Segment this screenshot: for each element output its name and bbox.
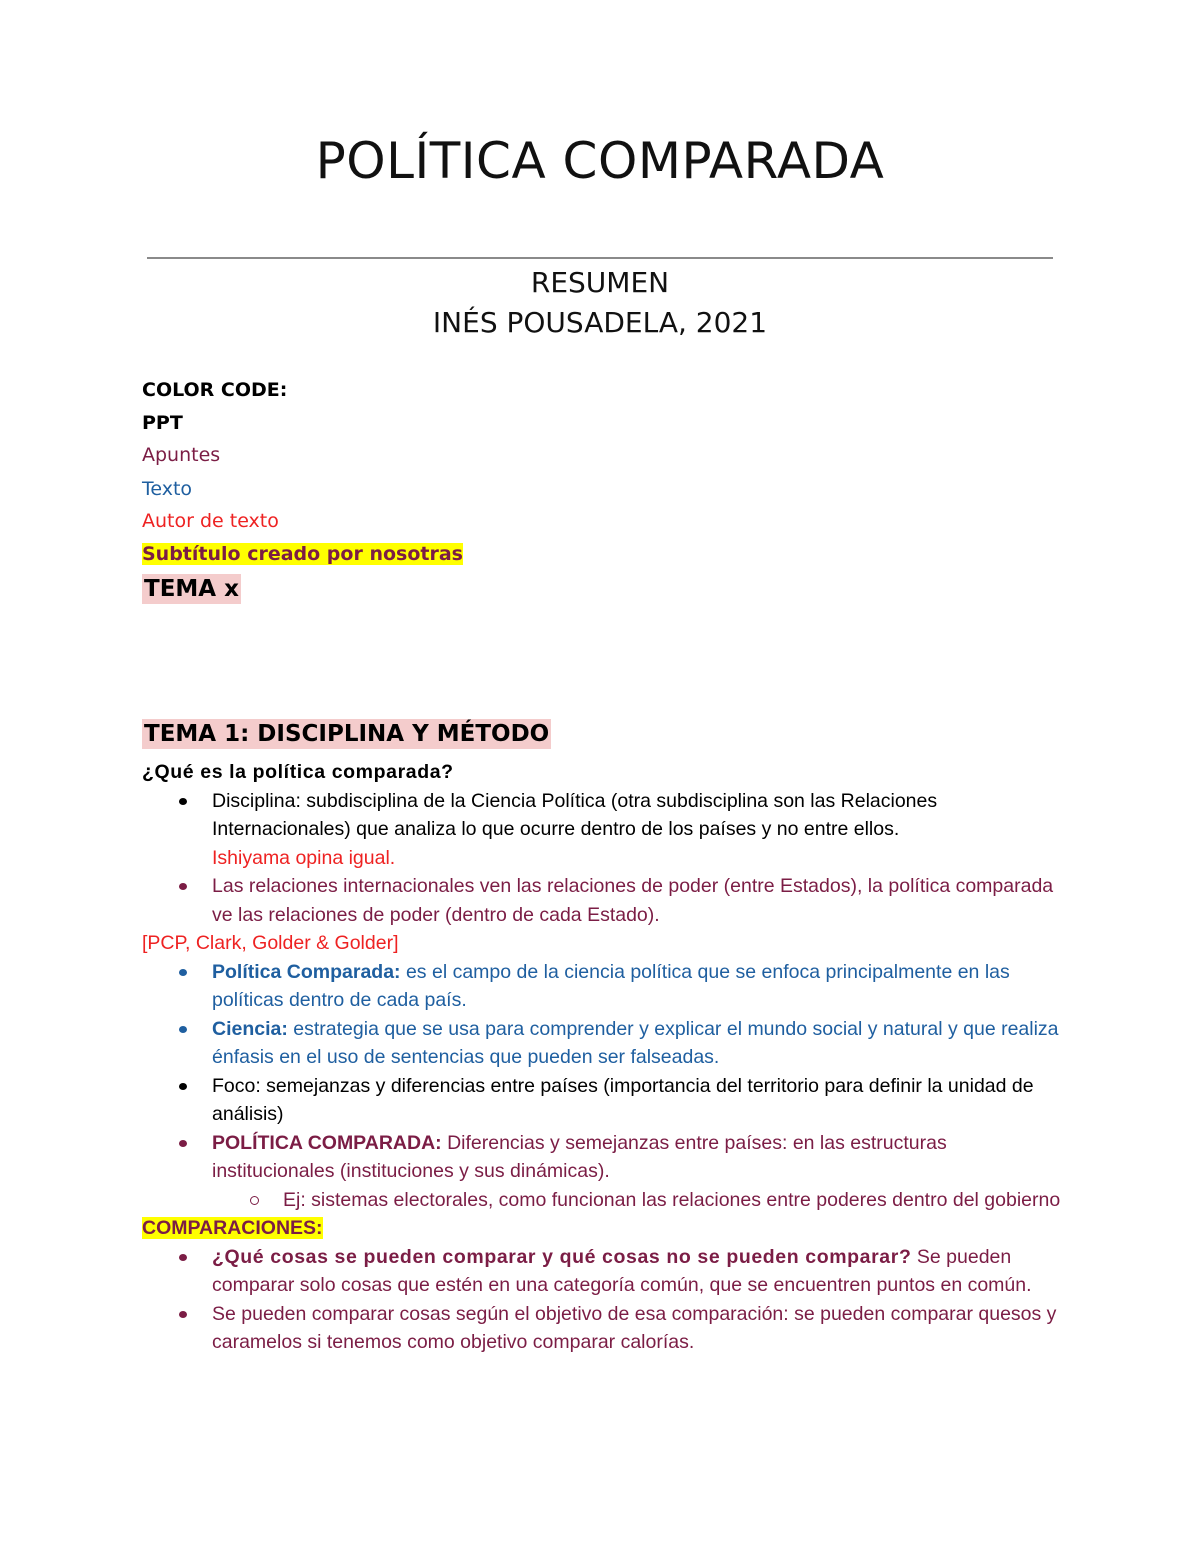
bullet-text: Se pueden comparar cosas según el objetivo de esa comparación: se pueden comparar quesos y caramelos si tenemos como objetivo comparar calorías.: [212, 1302, 1057, 1353]
subtitulo-highlight: Subtítulo creado por nosotras: [142, 543, 463, 565]
bullet-author-note: Ishiyama opina igual.: [212, 846, 396, 869]
tema1-question: ¿Qué es la política comparada?: [142, 761, 454, 783]
sub-bullet-text: Ej: sistemas electorales, como funcionan las relaciones entre poderes dentro del gobierno: [283, 1188, 1061, 1211]
bullet-ciencia: [142, 1015, 1062, 1072]
tema1-heading: TEMA 1: DISCIPLINA Y MÉTODO: [144, 721, 550, 747]
bullet-icon: [179, 1254, 187, 1261]
color-code-tema: TEMA x: [144, 576, 239, 602]
bullet-objetivo: [142, 1300, 1062, 1357]
bullet-politica-comparada: [142, 958, 1062, 1015]
bullet-icon: [179, 1311, 187, 1318]
bullet-icon: [179, 1083, 187, 1090]
subtitle-author: INÉS POUSADELA, 2021: [432, 306, 768, 339]
bullet-icon: [179, 798, 187, 805]
bullet-que-comparar: [142, 1243, 1062, 1300]
color-code-ppt: PPT: [142, 412, 183, 434]
bullet-term: POLÍTICA COMPARADA:: [212, 1131, 442, 1154]
bullet-text: estrategia que se usa para comprender y explicar el mundo social y natural y que realiza énfasis en el uso de sentencias que pueden ser falseadas.: [212, 1017, 1059, 1068]
comparaciones-highlight: COMPARACIONES:: [142, 1217, 323, 1239]
color-code-heading: COLOR CODE:: [142, 379, 288, 401]
bullet-term: Ciencia:: [212, 1017, 288, 1040]
tema1-content: [142, 758, 1062, 1357]
color-code-apuntes: Apuntes: [142, 444, 221, 466]
subtitle-resumen: RESUMEN: [530, 266, 670, 299]
bullet-politica-comparada-apuntes: [142, 1129, 1062, 1186]
bullet-disciplina: [142, 787, 1062, 873]
bullet-term: Política Comparada:: [212, 960, 401, 983]
bullet-icon: [179, 1140, 187, 1147]
sub-bullet-ejemplo: [142, 1186, 1062, 1215]
document-title: POLÍTICA COMPARADA: [315, 132, 885, 190]
color-code-subtitulo: [142, 542, 463, 566]
source-citation: [PCP, Clark, Golder & Golder]: [142, 932, 399, 954]
color-code-autor: Autor de texto: [142, 510, 279, 532]
bullet-text: Se pueden comparar solo cosas que estén en una categoría común, que se encuentren puntos en común.: [212, 1245, 1032, 1296]
bullet-icon: [179, 1026, 187, 1033]
bullet-text: es el campo de la ciencia política que se enfoca principalmente en las políticas dentro de cada país.: [212, 960, 1010, 1011]
bullet-text: Foco: semejanzas y diferencias entre países (importancia del territorio para definir la unidad de análisis): [212, 1074, 1034, 1125]
title-divider: [147, 257, 1053, 259]
hollow-bullet-icon: [250, 1196, 259, 1205]
bullet-text: Las relaciones internacionales ven las relaciones de poder (entre Estados), la política comparada ve las relaciones de poder (dentro de cada Estado).: [212, 875, 1054, 926]
bullet-icon: [179, 969, 187, 976]
comparaciones-heading: [142, 1214, 1062, 1243]
color-code-texto: Texto: [142, 478, 193, 500]
bullet-question: ¿Qué cosas se pueden comparar y qué cosas no se pueden comparar?: [212, 1245, 912, 1268]
bullet-relaciones: [142, 872, 1062, 929]
bullet-text: Diferencias y semejanzas entre países: en las estructuras institucionales (instituciones y sus dinámicas).: [212, 1131, 947, 1182]
bullet-text: Disciplina: subdisciplina de la Ciencia Política (otra subdisciplina son las Relaciones Internacionales) que analiza lo que ocurre dentro de los países y no entre ellos.: [212, 789, 938, 840]
bullet-foco: [142, 1072, 1062, 1129]
bullet-icon: [179, 883, 187, 890]
